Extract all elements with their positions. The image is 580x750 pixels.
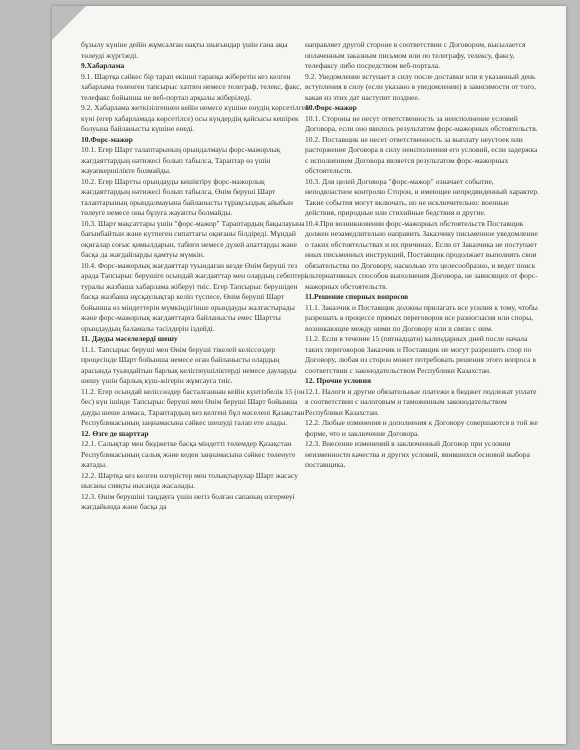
paragraph: 10.2. Егер Шартты орындауды кешіктіру форс-мажорлық жағдаяттардың нәтижесі болып табылса, Өнім беруші Шарт талаптарының орындалмауына байланысты тұрақсыздық айыбын төлеуге немесе оны бұзуға жауапты болмайды. (81, 176, 294, 217)
paragraph: 10.3. Для целей Договора "форс-мажор" означает событие, неподвластное контролю Сторон, и имеющее непредвиденный характер. Такие события могут включать, но не исключительно: военные действия, природные или стихийные бедствия и другие. (305, 176, 539, 217)
kazakh-text-column (81, 40, 309, 740)
paragraph: 12.2. Любые изменения и дополнения к Договору совершаются в той же форме, что и заключение Договора. (305, 418, 538, 438)
section-heading: 11. Дауды мәселелерді шешу (81, 334, 178, 343)
paragraph: 10.3. Шарт мақсаттары үшін "форс-мажор" Тараптардың бақылауына бағынбайтын және күтпеген сипаттағы оқиғаны білдіреді. Мұндай оқиғалар соғыс қимылдарын, табиғи немесе дүлей апаттарды және басқа да жағдайларды қамтуы мүмкін. (81, 218, 305, 259)
paragraph: 9.2. Хабарлама жеткізілгеннен кейін немесе күшіне енудің көрсетілген күні (егер хабарламада көрсетілсе) осы күндердің қайсысы кешірек болуына байланысты күшіне енеді. (81, 103, 309, 133)
paragraph: 12.1. Налоги и другие обязательные платежи в бюджет подлежат уплате в соответствии с налоговым и таможенным законодательством Республики Казахстан. (305, 386, 537, 417)
section-heading: 10.Форс-мажор (81, 134, 133, 144)
paragraph: 10.2. Поставщик не несет ответственность за выплату неустоек или расторжение Договора в силу неисполнения его условий, если задержка с исполнением Договора является результатом форс-мажорных обстоятельств. (305, 134, 538, 175)
paragraph: бұзылу күніне дейін жұмсалған нақты шығындар үшін ғана ақы төлеуді жүргізеді. (81, 40, 288, 60)
paragraph: 11.1. Заказчик и Поставщик должны прилагать все усилия к тому, чтобы разрешать в процессе прямых переговоров все разногласия или споры, возникающие между ними по Договору или в связи с ним. (305, 302, 538, 333)
paragraph: 12.3. Внесение изменений в заключенный Договор при условии неизменности качества и других условий, явившихся основой выбора поставщика, (305, 439, 530, 469)
paragraph: 12.1. Салықтар мен бюджетке басқа міндетті төлемдер Қазақстан Республикасының салық және кеден заңнамасына сәйкес төленуге жатады. (81, 439, 296, 469)
paragraph: 12.3. Өнім берушіні таңдауға үшін негіз болған сапаның өзгермеуі жағдайында және басқа да (81, 491, 295, 511)
paragraph: 11.2. Если в течение 15 (пятнадцати) календарных дней после начала таких переговоров Заказчик и Поставщик не могут разрешить спор по Договору, любая из сторон может потребовать решения этого вопроса в соответствии с законодательством Республики Казахстан. (305, 334, 536, 375)
section-heading: 12. Прочие условия (305, 376, 372, 385)
section-heading: 12. Өзге де шарттар (81, 428, 149, 438)
paragraph: направляет другой стороне в соответствии с Договором, высылается оплаченным заказным письмом или по телеграфу, телексу, факсу, телефаксу либо посредством веб-портала. (305, 40, 526, 70)
paragraph: 10.4.При возникновении форс-мажорных обстоятельств Поставщик должен незамедлительно направить Заказчику письменное уведомление о таких обстоятельствах и их причинах. Если от Заказчика не поступает иных письменных инструкций, Поставщик продолжает выполнять свои обязательства по Договору, насколько это целесообразно, и ведет поиск альтернативных способов выполнения Договора, не зависящих от форс-мажорных обстоятельств. (305, 218, 538, 291)
paragraph: 10.4. Форс-мажорлық жағдаяттар туындаған кезде Өнім беруші тез арада Тапсырыс берушіге осындай жағдаяттар мен олардың себептері туралы жазбаша хабарлама жіберуі тиіс. Егер Тапсырыс берушіден басқа жазбаша нұсқаулықтар келіп түспесе, Өнім беруші Шарт бойынша өз міндеттерін мүмкіндігінше орындауды жалғастырады және форс-мажорлық жағдаяттарға байланысты емес Шартты орындаудың баламалы тәсілдерін іздейді. (81, 260, 307, 333)
russian-text-column (305, 40, 540, 740)
section-heading: 9.Хабарлама (81, 61, 125, 70)
section-heading: 10.Форс-мажор (305, 103, 357, 112)
folded-corner (52, 6, 86, 40)
paragraph: 11.2. Егер осындай келіссөздер басталғаннан кейін күнтізбелік 15 (он бес) күн ішінде Тапсырыс беруші мен Өнім беруші Шарт бойынша дауды шеше алмаса, Тараптардың кез келгені бұл мәселені Қазақстан Республикасының заңнамасына сәйкес шешуді талап ете алады. (81, 386, 305, 427)
paragraph: 9.1. Шартқа сәйкес бір тарап екінші тарапқа жіберетін кез келген хабарлама төленген тапсырыс хатпен немесе телеграф, телекс, факс, телефакс бойынша не веб-портал арқылы жіберіледі. (81, 71, 302, 102)
paragraph: 10.1. Егер Шарт талаптарының орындалмауы форс-мажорлық жағдаяттардың нәтижесі болып табылса, Тараптар өз үшін жауапкершілікте болмайды. (81, 145, 281, 175)
paragraph: 10.1. Стороны не несут ответственность за неисполнение условий Договора, если оно явилось результатом форс-мажорных обстоятельств. (305, 113, 538, 133)
paragraph: 12.2. Шартқа кез келген өзгерістер мен толықтырулар Шарт жасасу нысаны сияқты нысанда жасалады. (81, 470, 298, 490)
paragraph: 11.1. Тапсырыс беруші мен Өнім беруші тікелей келіссөздер процесінде Шарт бойынша немесе оған байланысты олардың арасында туындайтын барлық келіспеушіліктерді немесе дауларды шешу үшін барлық күш-жігерін жұмсауға тиіс. (81, 344, 297, 385)
paragraph: 9.2. Уведомление вступает в силу после доставки или в указанный день вступления в силу (если указано в уведомлении) в зависимости от того, какая из этих дат наступит позднее. (305, 71, 536, 102)
section-heading: 11.Решение спорных вопросов (305, 292, 409, 301)
document-page (52, 6, 566, 744)
